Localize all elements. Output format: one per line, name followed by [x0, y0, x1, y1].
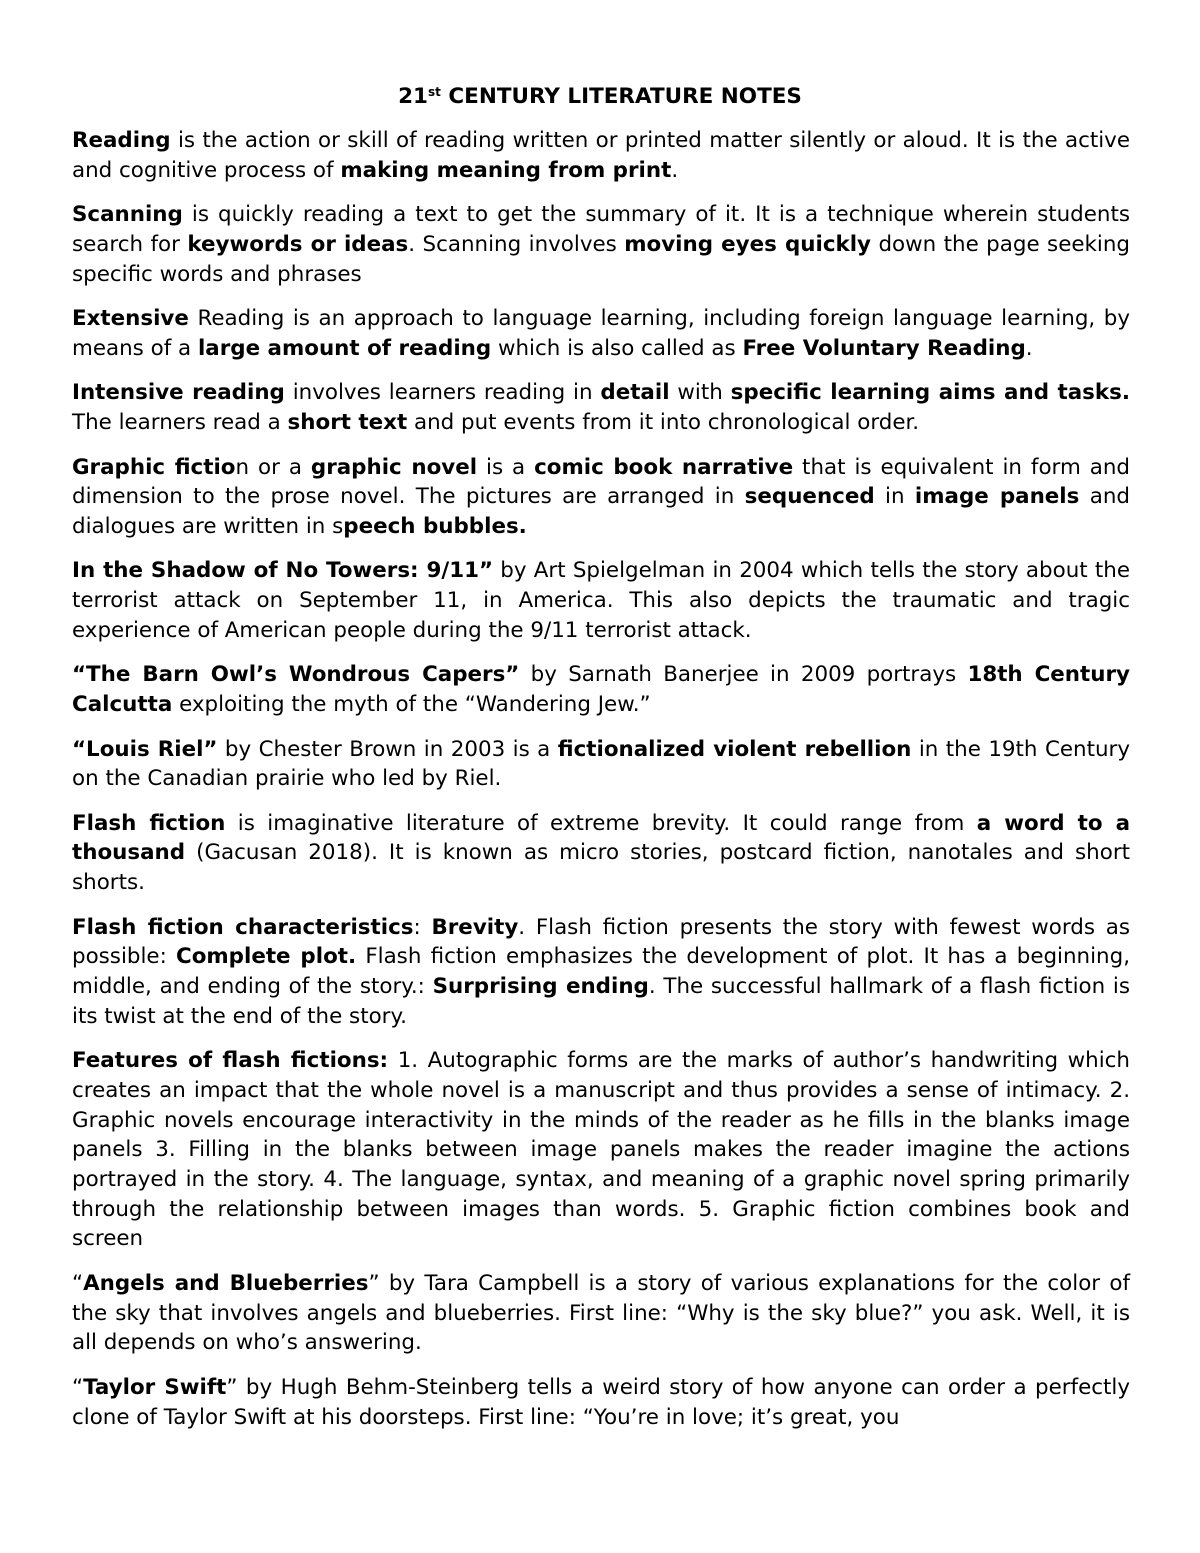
bold-term: specific learning aims and tasks. — [730, 380, 1130, 406]
bold-term: peech bubbles. — [343, 513, 527, 539]
bold-term: Flash fiction characteristics — [72, 914, 414, 940]
bold-term: image panels — [914, 484, 1080, 510]
bold-term: sequenced — [744, 484, 875, 510]
paragraph — [72, 556, 1130, 645]
bold-term: making meaning from print — [340, 157, 672, 183]
text-run: exploiting the myth of the “Wandering Jew.” — [172, 692, 651, 718]
bold-term: “The Barn Owl’s Wondrous Capers” — [72, 662, 520, 688]
bold-term: a word to a thousand — [72, 810, 1131, 866]
paragraph — [72, 660, 1130, 719]
text-run: involves learners reading in — [284, 380, 601, 406]
page-title: 21st CENTURY LITERATURE NOTES — [398, 84, 802, 109]
bold-term: Flash fiction — [72, 810, 226, 836]
title-superscript: st — [427, 85, 441, 99]
bold-term: Reading — [72, 128, 171, 153]
text-run: is the action or skill of reading written or printed matter silently or aloud. It is the active and cognitive process of — [72, 128, 1130, 183]
bold-term: keywords or ideas — [187, 231, 409, 257]
text-run: and put events from it into chronological order. — [407, 410, 920, 436]
text-run: is a — [477, 454, 535, 480]
bold-term: Complete plot. — [176, 944, 357, 970]
text-run: “ — [72, 1270, 84, 1296]
text-run: which is also called as — [491, 335, 743, 361]
text-run: in — [874, 484, 915, 510]
text-run: is imaginative literature of extreme brevity. It could range from — [225, 810, 977, 836]
paragraph — [72, 1046, 1130, 1254]
text-run: : — [413, 914, 432, 940]
paragraph — [72, 913, 1130, 1032]
bold-term: Features of flash fictions: — [72, 1048, 389, 1074]
bold-term: Free Voluntary Reading — [742, 335, 1026, 361]
bold-term: “Louis Riel” — [72, 736, 218, 762]
paragraph — [72, 1373, 1130, 1432]
text-run: with — [669, 380, 731, 406]
bold-term: detail — [600, 380, 670, 406]
bold-term: large amount of reading — [197, 335, 492, 361]
text-run: by Chester Brown in 2003 is a — [217, 736, 558, 762]
bold-term: Brevity — [431, 914, 519, 940]
text-run: . The successful hallmark of a flash fiction is its twist at the end of the story. — [72, 974, 1130, 1029]
paragraph — [72, 378, 1130, 437]
text-run: by Sarnath Banerjee in 2009 portrays — [519, 662, 968, 688]
paragraph — [72, 809, 1130, 898]
text-run: . Scanning involves — [408, 231, 625, 257]
paragraph — [72, 453, 1130, 542]
bold-term: graphic novel — [310, 454, 478, 480]
bold-term: comic book narrative — [534, 454, 794, 480]
bold-term: fictionalized violent rebellion — [557, 736, 912, 762]
text-run: Reading is an approach to language learning, including foreign language learning, by means of a — [72, 306, 1130, 361]
paragraph — [72, 1269, 1130, 1358]
text-run: “ — [72, 1374, 84, 1400]
text-run: is quickly reading a text to get the summary of it. It is a technique wherein students search for — [72, 202, 1130, 257]
text-run: Flash fiction emphasizes the development of plot. It has a beginning, middle, and ending of the story.: — [72, 944, 1130, 1000]
text-run: ” by Hugh Behm-Steinberg tells a weird story of how anyone can order a perfectly clone of Taylor Swift at his doorsteps. First line: “You’re in love; it’s great, you — [72, 1374, 1130, 1430]
bold-term: Surprising ending — [432, 974, 649, 1000]
text-run: in the 19th Century on the Canadian prairie who led by Riel. — [72, 736, 1130, 792]
document-body — [72, 126, 1130, 1447]
text-run: (Gacusan 2018). It is known as micro stories, postcard fiction, nanotales and short shorts. — [72, 840, 1130, 896]
text-run: down the page seeking specific words and phrases — [72, 231, 1130, 287]
bold-term: moving eyes quickly — [624, 231, 871, 257]
bold-term: Angels and Blueberries — [83, 1270, 369, 1296]
paragraph — [72, 126, 1130, 185]
bold-term: Intensive reading — [72, 380, 285, 406]
text-run: ” by Tara Campbell is a story of various explanations for the color of the sky that involves angels and blueberries. First line: “Why is the sky blue?” you ask. Well, it is all depends on who’s answering. — [72, 1270, 1130, 1356]
text-run: The learners read a — [72, 410, 288, 436]
bold-term: Scanning — [72, 202, 183, 228]
paragraph — [72, 304, 1130, 363]
bold-term: Taylor Swift — [83, 1374, 227, 1400]
text-run: 1. Autographic forms are the marks of author’s handwriting which creates an impact that the whole novel is a manuscript and thus provides a sense of intimacy. 2. Graphic novels encourage interactivity in the minds of the reader as he fills in the blanks image panels 3. Filling in the blanks between image panels makes the reader imagine the actions portrayed in the story. 4. The language, syntax, and meaning of a graphic novel spring primarily through the relationship between images than words. 5. Graphic fiction combines book and screen — [72, 1048, 1130, 1252]
text-run: n or a — [235, 454, 311, 480]
paragraph — [72, 200, 1130, 289]
bold-term: Extensive — [72, 306, 189, 332]
bold-term: Graphic fictio — [72, 454, 236, 480]
bold-term: In the Shadow of No Towers: 9/11” — [72, 558, 494, 584]
text-run: that is equivalent in form and dimension to the prose novel. The pictures are arranged in — [72, 454, 1130, 510]
bold-term: 18th Century Calcutta — [72, 662, 1130, 718]
paragraph — [72, 735, 1130, 794]
bold-term: short text — [287, 410, 408, 436]
text-run: . Flash fiction presents the story with fewest words as possible: — [72, 914, 1130, 970]
text-run: by Art Spielgelman in 2004 which tells the story about the terrorist attack on September 11, in America. This also depicts the traumatic and tragic experience of American people during the 9/11 terrorist attack. — [72, 558, 1131, 643]
text-run: and dialogues are written in s — [72, 484, 1130, 539]
text-run: . — [1025, 335, 1033, 361]
text-run: . — [671, 157, 679, 183]
